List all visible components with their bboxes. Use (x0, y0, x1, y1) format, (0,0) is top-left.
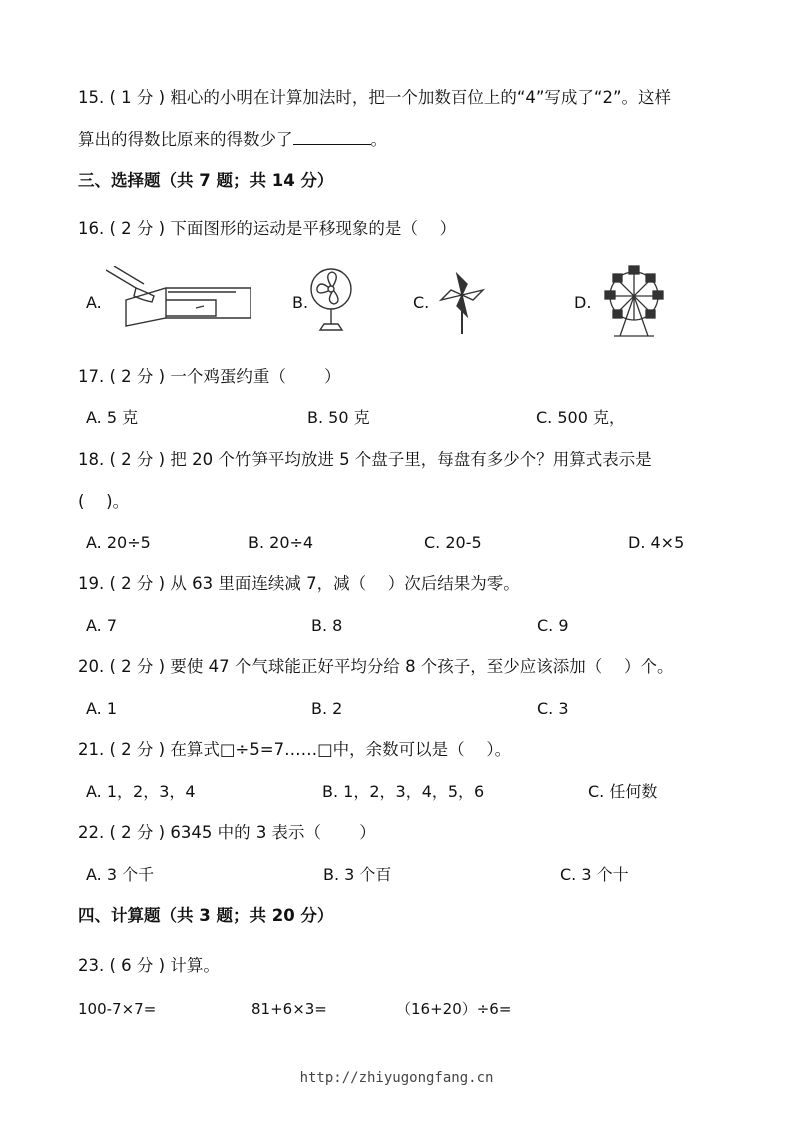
q20-option-b[interactable]: B. 2 (311, 699, 343, 718)
q15-line2-end: 。 (370, 130, 387, 149)
q22-option-a[interactable]: A. 3 个千 (86, 865, 155, 884)
q21-option-b[interactable]: B. 1，2，3，4，5，6 (322, 782, 485, 801)
q22-option-b[interactable]: B. 3 个百 (323, 865, 392, 884)
drawer-push-icon (106, 266, 251, 328)
pinwheel-icon (437, 270, 487, 336)
q16-text: 16. ( 2 分 ) 下面图形的运动是平移现象的是（ ） (78, 219, 457, 238)
q23-expression-2[interactable]: 81+6×3= (251, 1000, 327, 1018)
electric-fan-icon (308, 266, 354, 336)
q15-line1: 15. ( 1 分 ) 粗心的小明在计算加法时，把一个加数百位上的“4”写成了“2”。这样 (78, 88, 672, 107)
q21-text: 21. ( 2 分 ) 在算式□÷5=7……□中，余数可以是（ ）。 (78, 740, 512, 759)
q21-option-c[interactable]: C. 任何数 (588, 782, 658, 801)
q16-option-a-label: A. (86, 293, 102, 312)
q23-expression-3[interactable]: （16+20）÷6= (396, 1000, 512, 1018)
q18-option-a[interactable]: A. 20÷5 (86, 533, 151, 552)
q15-line2 (78, 129, 387, 151)
q16-option-c[interactable] (413, 262, 493, 342)
q16-option-c-label: C. (413, 293, 430, 312)
q18-option-d[interactable]: D. 4×5 (628, 533, 685, 552)
q19-option-a[interactable]: A. 7 (86, 616, 118, 635)
section-3-title: 三、选择题（共 7 题；共 14 分） (78, 171, 334, 190)
ferris-wheel-icon (598, 264, 670, 340)
q16-option-a[interactable] (86, 262, 251, 342)
q17-option-b[interactable]: B. 50 克 (307, 408, 370, 427)
q18-option-c[interactable]: C. 20-5 (424, 533, 482, 552)
q17-text: 17. ( 2 分 ) 一个鸡蛋约重（ ） (78, 367, 341, 386)
q19-option-c[interactable]: C. 9 (537, 616, 569, 635)
q18-option-b[interactable]: B. 20÷4 (248, 533, 314, 552)
q19-option-b[interactable]: B. 8 (311, 616, 343, 635)
q21-option-a[interactable]: A. 1，2，3，4 (86, 782, 196, 801)
section-4-title: 四、计算题（共 3 题；共 20 分） (78, 906, 334, 925)
q16-option-b-label: B. (292, 293, 309, 312)
q15-line2-text: 算出的得数比原来的得数少了 (78, 130, 293, 149)
q16-option-d[interactable] (574, 262, 674, 342)
answer-blank (293, 130, 371, 145)
q22-text: 22. ( 2 分 ) 6345 中的 3 表示（ ） (78, 823, 376, 842)
q18-line2: ( )。 (78, 492, 130, 511)
q18-line1: 18. ( 2 分 ) 把 20 个竹笋平均放进 5 个盘子里，每盘有多少个？用算式表示是 (78, 450, 652, 469)
q16-option-d-label: D. (574, 293, 592, 312)
q20-option-c[interactable]: C. 3 (537, 699, 569, 718)
q17-option-a[interactable]: A. 5 克 (86, 408, 139, 427)
q16-option-b[interactable] (292, 262, 362, 342)
q23-expression-1[interactable]: 100-7×7= (78, 1000, 157, 1018)
q20-option-a[interactable]: A. 1 (86, 699, 118, 718)
q22-option-c[interactable]: C. 3 个十 (560, 865, 629, 884)
q17-option-c[interactable]: C. 500 克， (536, 408, 625, 427)
q20-text: 20. ( 2 分 ) 要使 47 个气球能正好平均分给 8 个孩子，至少应该添加（ ）个。 (78, 657, 674, 676)
q23-text: 23. ( 6 分 ) 计算。 (78, 956, 220, 975)
q19-text: 19. ( 2 分 ) 从 63 里面连续减 7，减（ ）次后结果为零。 (78, 574, 520, 593)
footer-url: http://zhiyugongfang.cn (299, 1070, 494, 1086)
